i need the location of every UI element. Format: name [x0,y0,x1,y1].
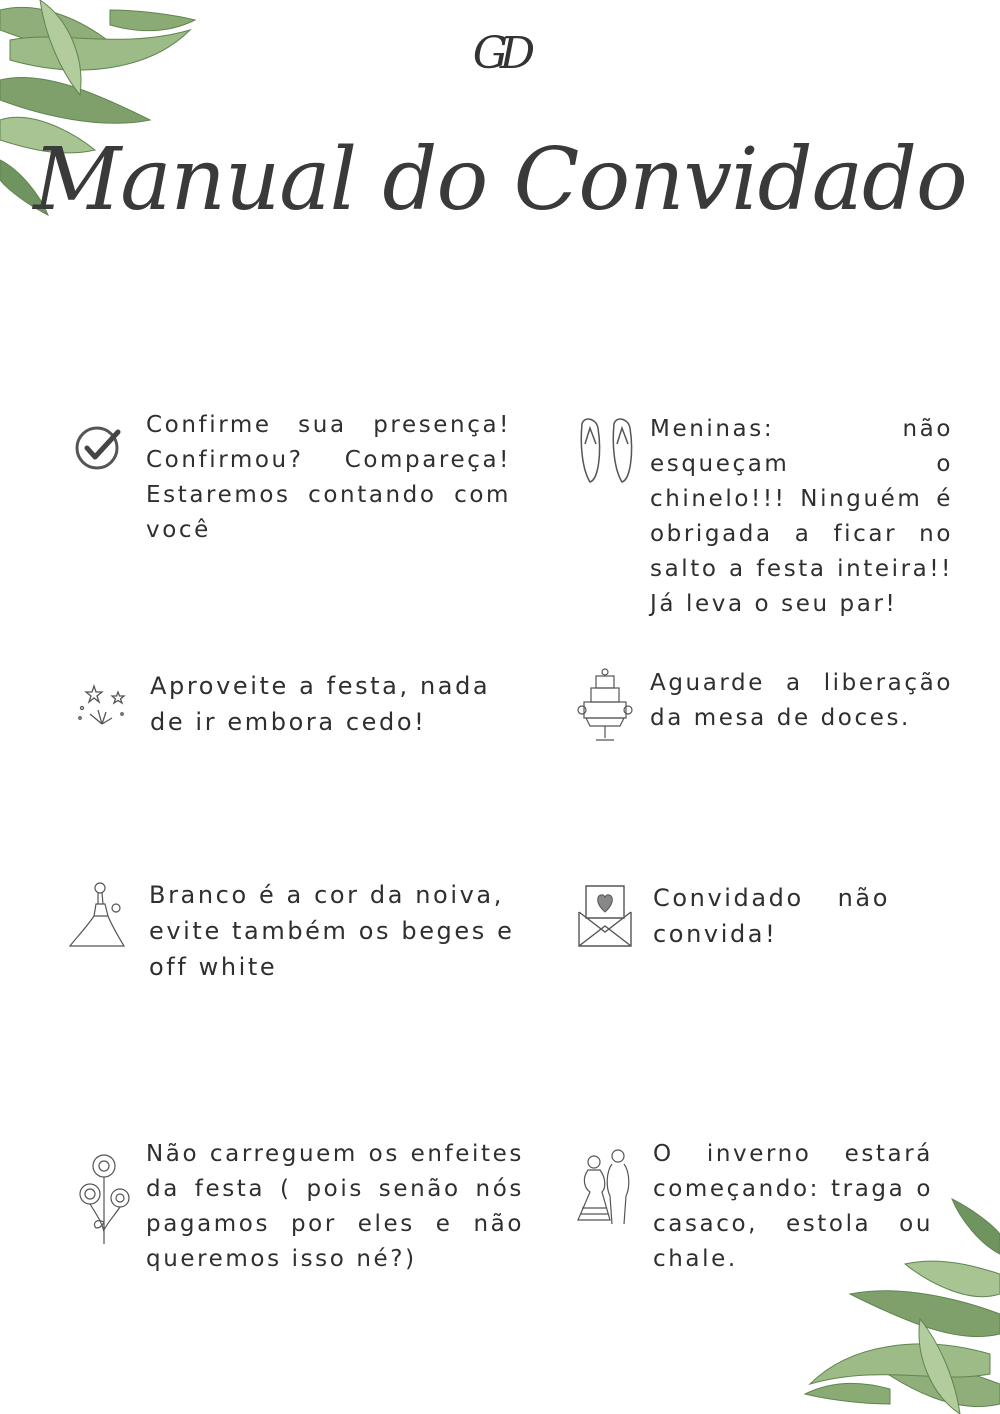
item-text-bride-color: Branco é a cor da noiva, evite também os beges e off white [149,881,515,981]
heart-envelope-icon [576,882,634,948]
flip-flops-icon [576,414,636,486]
dessert-table-icon [576,666,634,746]
item-text-decorations: Não carreguem os enfeites da festa ( pois senão nós pagamos por eles e não queremos isso né?) [146,1141,524,1272]
item-text-flip-flops: Meninas: não esqueçam o chinelo!!! Ninguém é obrigada a ficar no salto a festa inteira!! Já leva o seu par! [650,416,953,617]
check-circle-icon [74,424,122,472]
bride-icon [68,880,126,950]
flowers-icon [74,1152,134,1248]
item-text-winter: O inverno estará começando: traga o casaco, estola ou chale. [653,1141,933,1272]
item-text-party: Aproveite a festa, nada de ir embora cedo! [150,672,491,736]
item-text-guest: Convidado não convida! [653,884,890,948]
winter-couple-icon [572,1148,638,1228]
item-text-confirm: Confirme sua presença! Confirmou? Compareça! Estaremos contando com você [146,412,511,543]
fireworks-icon [76,684,128,728]
item-text-dessert: Aguarde a liberação da mesa de doces. [650,670,953,731]
monogram: GD [472,28,528,79]
page-title: Manual do Convidado [33,130,967,230]
